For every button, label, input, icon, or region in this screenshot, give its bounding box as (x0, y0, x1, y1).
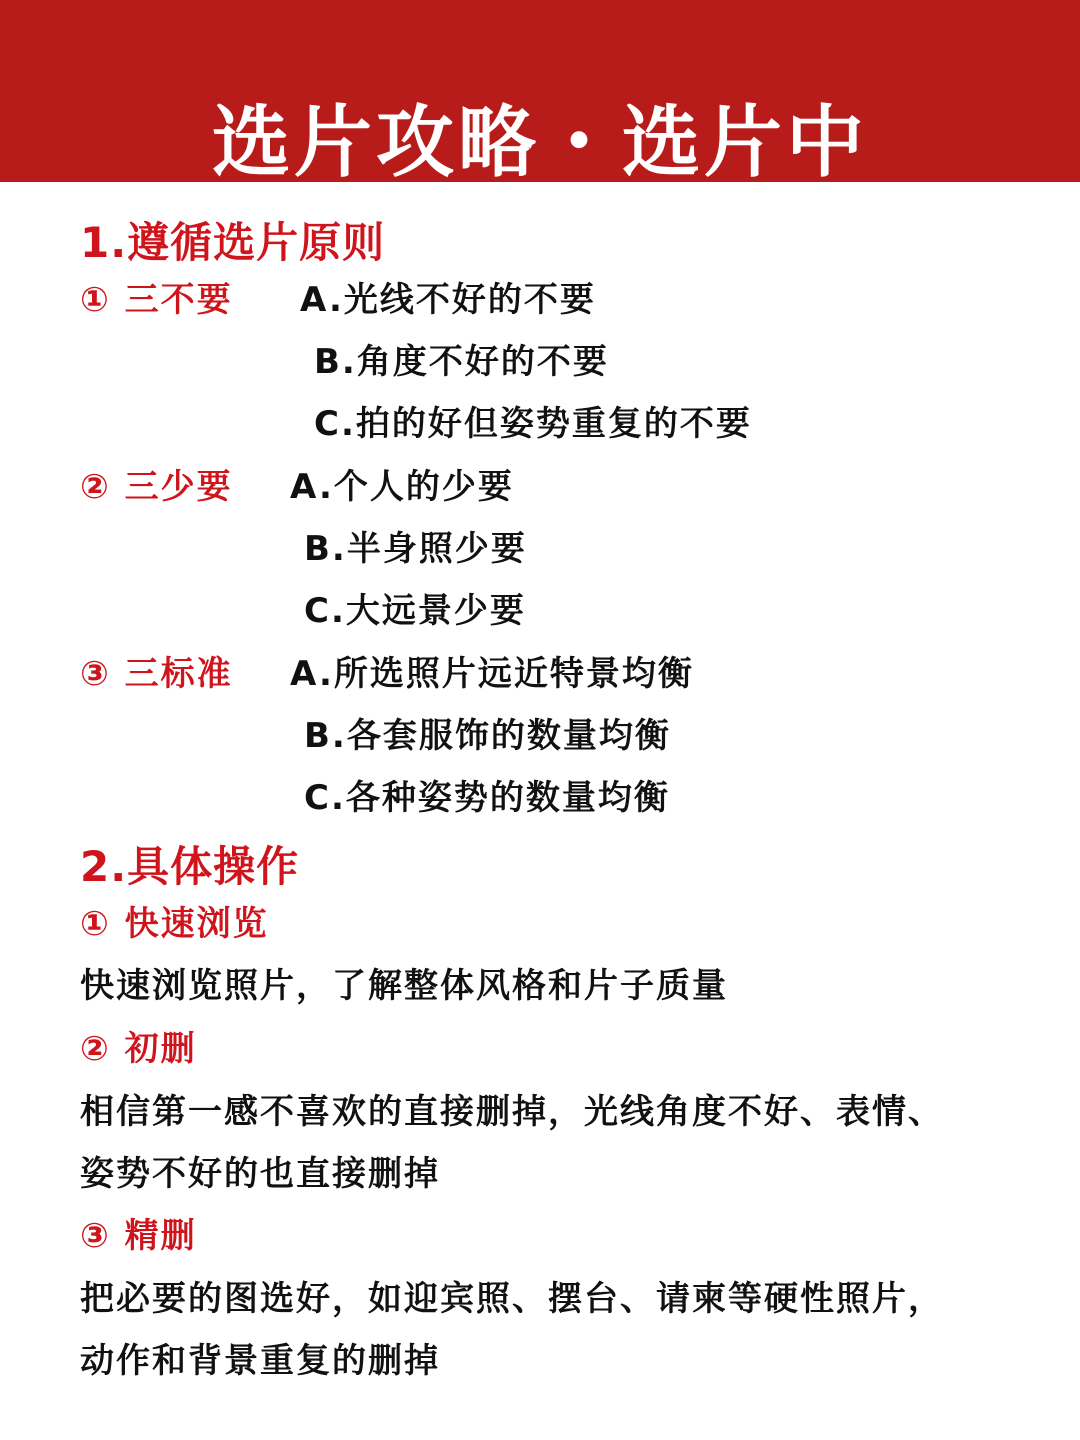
rule-item: C.大远景少要 (304, 591, 526, 631)
step-label: ② 初删 (80, 1029, 197, 1069)
group-label: ③ 三标准 (80, 654, 233, 694)
rule-item: A.所选照片远近特景均衡 (290, 654, 694, 694)
section-heading-principles: 1.遵循选片原则 (80, 218, 386, 267)
section-heading-operations: 2.具体操作 (80, 842, 300, 891)
group-label: ① 三不要 (80, 280, 233, 320)
rule-item: A.光线不好的不要 (300, 280, 596, 320)
page-title: 选片攻略・选片中 (211, 98, 868, 189)
rule-item: C.各种姿势的数量均衡 (304, 778, 670, 818)
step-text: 动作和背景重复的删掉 (80, 1341, 440, 1381)
step-label: ① 快速浏览 (80, 904, 269, 944)
rule-item: B.各套服饰的数量均衡 (304, 716, 671, 756)
group-label: ② 三少要 (80, 467, 233, 507)
rule-item: A.个人的少要 (290, 467, 514, 507)
step-text: 快速浏览照片，了解整体风格和片子质量 (80, 966, 728, 1006)
rule-item: B.角度不好的不要 (314, 342, 609, 382)
rule-item: C.拍的好但姿势重复的不要 (314, 404, 752, 444)
step-label: ③ 精删 (80, 1216, 197, 1256)
step-text: 相信第一感不喜欢的直接删掉，光线角度不好、表情、 (80, 1092, 944, 1132)
step-text: 把必要的图选好，如迎宾照、摆台、请柬等硬性照片， (80, 1279, 944, 1319)
rule-item: B.半身照少要 (304, 529, 527, 569)
step-text: 姿势不好的也直接删掉 (80, 1154, 440, 1194)
